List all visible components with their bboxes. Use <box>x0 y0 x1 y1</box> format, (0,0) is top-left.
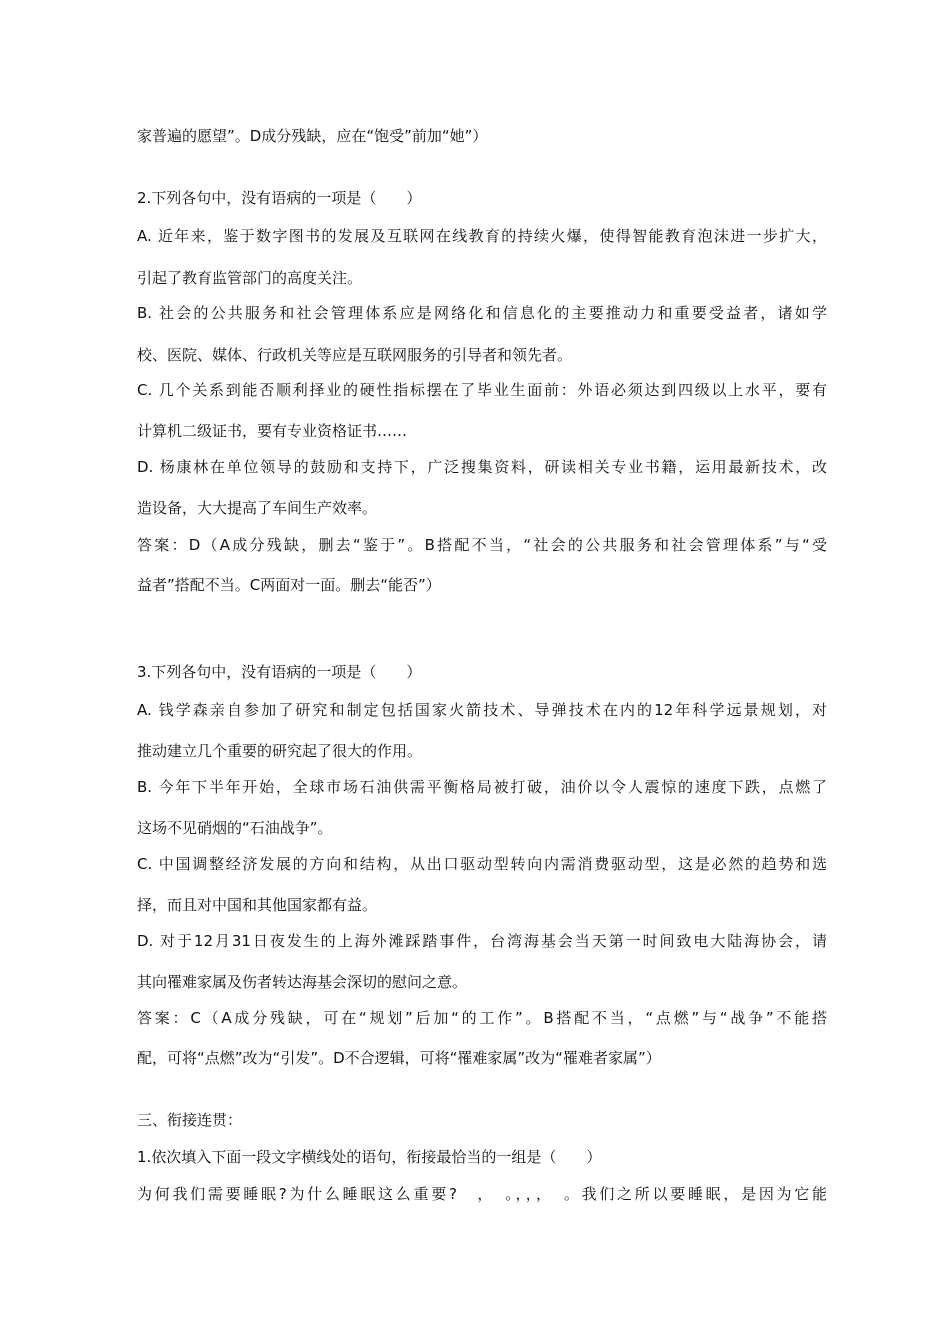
question-3-stem: 3.下列各句中，没有语病的一项是（ ） <box>137 663 422 681</box>
text-line: 校、医院、媒体、行政机关等应是互联网服务的引导者和领先者。 <box>137 346 573 364</box>
question-2-stem: 2.下列各句中，没有语病的一项是（ ） <box>137 189 422 207</box>
text-line: 推动建立几个重要的研究起了很大的作用。 <box>137 742 423 760</box>
text-line: D. 杨康林在单位领导的鼓励和支持下，广泛搜集资料，研读相关专业书籍，运用最新技术，改 <box>137 458 827 476</box>
text-line: 计算机二级证书，要有专业资格证书…… <box>137 422 408 440</box>
text-line: A. 钱学森亲自参加了研究和制定包括国家火箭技术、导弹技术在内的12年科学远景规划，对 <box>137 701 827 719</box>
answer-2: 答案：D（A成分残缺，删去“鉴于”。B搭配不当，“社会的公共服务和社会管理体系”与“受 <box>137 536 827 554</box>
text-line: 其向罹难家属及伤者转达海基会深切的慰问之意。 <box>137 973 468 991</box>
text-line: 家普遍的愿望”。D成分残缺，应在“饱受”前加“她”） <box>137 127 488 145</box>
text-line: 这场不见硝烟的“石油战争”。 <box>137 819 333 837</box>
answer-3: 答案：C（A成分残缺，可在“规划”后加“的工作”。B搭配不当，“点燃”与“战争”不能搭 <box>137 1009 827 1027</box>
text-line: D. 对于12月31日夜发生的上海外滩踩踏事件，台湾海基会当天第一时间致电大陆海协会，请 <box>137 932 827 950</box>
text-line: 造设备，大大提高了车间生产效率。 <box>137 499 378 517</box>
question-1-stem: 1.依次填入下面一段文字横线处的语句，衔接最恰当的一组是（ ） <box>137 1148 602 1166</box>
text-line: 择，而且对中国和其他国家都有益。 <box>137 896 378 914</box>
text-line: C. 中国调整经济发展的方向和结构，从出口驱动型转向内需消费驱动型，这是必然的趋势和选 <box>137 855 827 873</box>
section-heading: 三、衔接连贯： <box>137 1111 243 1129</box>
text-line: C. 几个关系到能否顺利择业的硬性指标摆在了毕业生面前：外语必须达到四级以上水平，要有 <box>137 381 827 399</box>
text-line: 益者”搭配不当。C两面对一面。删去“能否”） <box>137 576 441 594</box>
text-line: 配，可将“点燃”改为“引发”。D不合逻辑，可将“罹难家属”改为“罹难者家属”） <box>137 1049 661 1067</box>
text-line: 引起了教育监管部门的高度关注。 <box>137 269 363 287</box>
text-line: 为何我们需要睡眠?为什么睡眠这么重要? ， 。，，， 。我们之所以要睡眠，是因为它能 <box>137 1185 827 1203</box>
text-line: B. 社会的公共服务和社会管理体系应是网络化和信息化的主要推动力和重要受益者，诸如学 <box>137 304 827 322</box>
text-line: A. 近年来，鉴于数字图书的发展及互联网在线教育的持续火爆，使得智能教育泡沫进一步扩大， <box>137 227 827 245</box>
text-line: B. 今年下半年开始，全球市场石油供需平衡格局被打破，油价以令人震惊的速度下跌，点燃了 <box>137 778 827 796</box>
